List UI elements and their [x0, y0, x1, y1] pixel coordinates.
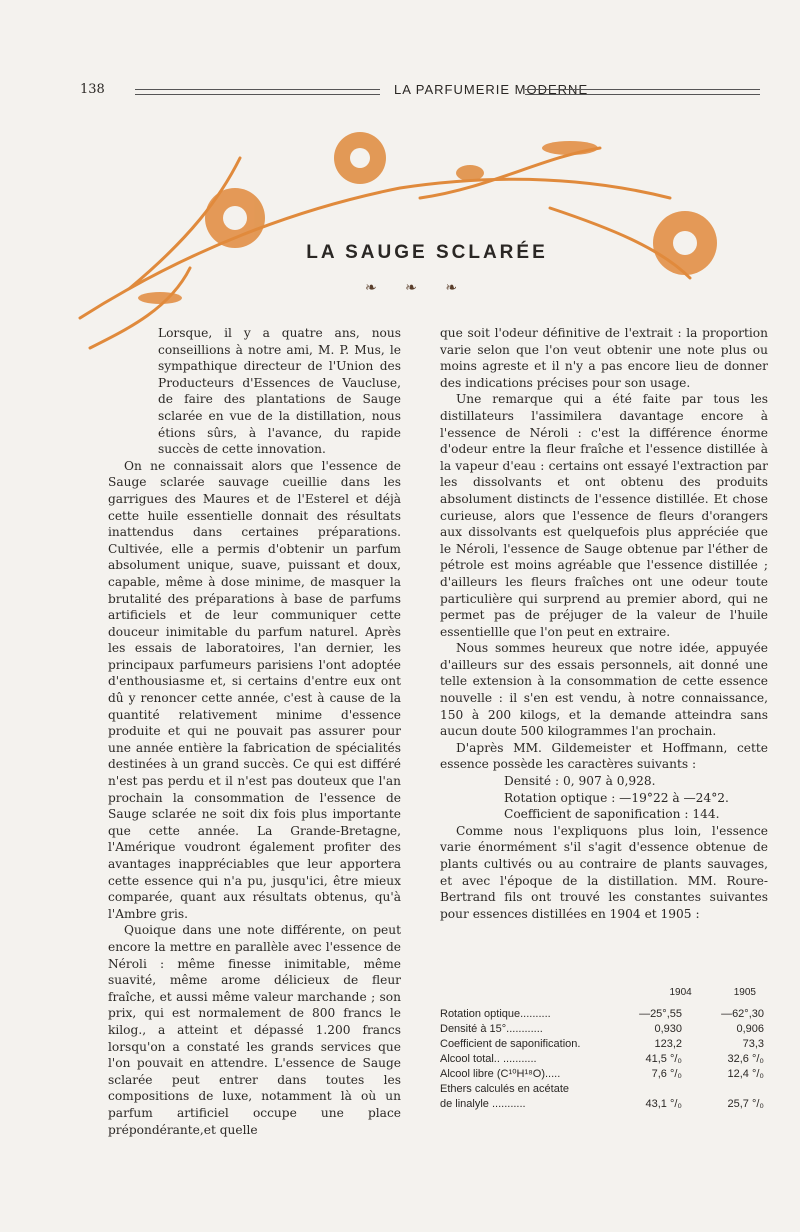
running-header — [80, 82, 760, 100]
floral-ornament — [70, 118, 740, 358]
cell-1905: 25,7 °/₀ — [727, 1098, 764, 1110]
table-row — [440, 1097, 770, 1112]
flower-bud — [456, 165, 484, 181]
cell-1904: 41,5 °/₀ — [645, 1053, 682, 1065]
spec-line: Coefficient de saponification : 144. — [504, 807, 720, 822]
cell-1905: 73,3 — [742, 1038, 764, 1050]
cell-1905: 12,4 °/₀ — [727, 1068, 764, 1080]
leaf-top — [542, 141, 598, 155]
left-column — [108, 325, 401, 1138]
header-rule-right — [525, 89, 760, 95]
cell-1904: 0,930 — [654, 1023, 682, 1035]
table-header — [440, 987, 770, 1007]
column-header: 1905 — [733, 987, 756, 998]
table-row — [440, 1007, 770, 1022]
spec-line: Rotation optique : —19°22 à —24°2. — [504, 790, 729, 805]
column-header: 1904 — [669, 987, 692, 998]
row-label: Alcool libre (C¹⁰H¹⁸O)..... — [440, 1068, 561, 1080]
ornament-stem-top — [420, 148, 600, 198]
paragraph: On ne connaissait alors que l'essence de Sauge sclarée sauvage cueillie dans les garrigues des Maures et de l'Esterel et déjà cette huile essentielle donnait des résultats inattendus dans certaines préparations. Cultivée, elle a permis d'obtenir un parfum absolument unique, suave, puissant et doux, capable, même à dose minime, de masquer la brutalité des préparations à base de parfums artificiels et de leur communiquer cette douceur inimitable du parfum naturel. Après les essais de laboratoires, l'an dernier, les principaux parfumeurs parisiens l'ont adoptée d'enthousiasme et, si certains d'entre eux ont dû y renoncer cette année, c'est à cause de la quantité relativement minime d'essence produite et qui ne pouvait pas assurer pour une année entière la fabrication de spécialités destinées à un grand succès. Ce qui est différé n'est pas perdu et il n'est pas douteux que l'an prochain la consommation de l'essence de Sauge sclarée ne soit dix fois plus importante que cette année. La Grande-Bretagne, l'Amérique voudront également profiter des avantages inappréciables que leur apportera cette essence qui n'a pu, jusqu'ici, être mieux comparée, quant aux résultats obtenus, qu'à l'Ambre gris. — [108, 458, 401, 921]
paragraph: Quoique dans une note différente, on peut encore la mettre en parallèle avec l'essence de Néroli : même finesse inimitable, même suavité, même arome délicieux de fleur fraîche, et aussi même valeur marchande ; son prix, qui est normalement de 800 francs le kilog., a atteint et dépassé 1.200 francs lorsqu'on a constaté les grands services que l'on pouvait en attendre. L'essence de Sauge sclarée peut entrer dans toutes les compositions de luxe, notamment là où un parfum artificiel occupe une place prépondérante,et quelle — [108, 923, 401, 1137]
fleuron-ornaments: ❧ ❧ ❧ — [364, 280, 470, 296]
journal-title: LA PARFUMERIE MODERNE — [394, 82, 589, 97]
row-label: Alcool total.. ........... — [440, 1053, 537, 1065]
row-label: de linalyle ........... — [440, 1098, 526, 1110]
leaf-left — [138, 292, 182, 304]
paragraph: Comme nous l'expliquons plus loin, l'essence varie énormément s'il s'agit d'essence obtenue de plants cultivés ou au contraire de plants sauvages, et avec l'époque de la distillation. MM. Roure-Bertrand fils ont trouvé les constantes suivantes pour essences distillées en 1904 et 1905 : — [440, 823, 768, 921]
cell-1904 — [600, 1082, 682, 1097]
row-label: Ethers calculés en acétate — [440, 1083, 570, 1095]
spec-line: Densité : 0, 907 à 0,928. — [504, 774, 656, 789]
paragraph: Nous sommes heureux que notre idée, appuyée d'ailleurs sur des essais personnels, ait donné une telle extension à la consommation de cette essence nouvelle : il s'en est vendu, à notre connaissance, 150 à 200 kilogs, et la demande atteindra sans aucun doute 500 kilogrammes l'an prochain. — [440, 641, 768, 739]
paragraph: Une remarque qui a été faite par tous les distillateurs l'assimilera davantage encore à l'essence de Néroli : c'est la différence énorme d'odeur entre la fleur fraîche et l'essence distillée à la vapeur d'eau : certains ont essayé l'extraction par les dissolvants et ont obtenu des produits absolument distincts de l'essence distillée. Et chose curieuse, alors que l'essence de fleurs d'orangers aux dissolvants est quelquefois plus appréciée que le Néroli, l'essence de Sauge obtenue par l'éther de pétrole est moins agréable que l'essence distillée ; d'ailleurs les fleurs fraîches ont une odeur toute particulière qui surprend au premier abord, qui ne permet pas de préjuger de la valeur de l'huile essentiellle que l'on peut en extraire. — [440, 392, 768, 639]
cell-1904: 43,1 °/₀ — [645, 1098, 682, 1110]
flower-center-mid — [350, 148, 370, 168]
cell-1905: —62°,30 — [721, 1008, 764, 1020]
cell-1904: 123,2 — [654, 1038, 682, 1050]
header-rule-left — [135, 89, 380, 95]
row-label: Coefficient de saponification. — [440, 1038, 581, 1050]
cell-1905 — [682, 1082, 764, 1097]
page-number: 138 — [80, 82, 105, 97]
cell-1904: 7,6 °/₀ — [651, 1068, 682, 1080]
flower-center-left — [223, 206, 247, 230]
article-title: LA SAUGE SCLARÉE — [306, 242, 548, 263]
table-row — [440, 1022, 770, 1037]
table-row — [440, 1082, 770, 1097]
paragraph: que soit l'odeur définitive de l'extrait : la proportion varie selon que l'on veut obtenir une note plus ou moins agreste et il n'y a pas encore lieu de donner des indications précises pour son usage. — [440, 326, 768, 390]
table-row — [440, 1052, 770, 1067]
right-column — [440, 325, 768, 922]
row-label: Densité à 15°............ — [440, 1023, 543, 1035]
table-row — [440, 1067, 770, 1082]
cell-1905: 32,6 °/₀ — [727, 1053, 764, 1065]
constants-table — [440, 987, 770, 1112]
paragraph: D'après MM. Gildemeister et Hoffmann, cette essence possède les caractères suivants : — [440, 740, 768, 772]
paragraph: Lorsque, il y a quatre ans, nous conseillions à notre ami, M. P. Mus, le sympathique directeur de l'Union des Producteurs d'Essences de Vaucluse, de faire des plantations de Sauge sclarée en vue de la distillation, nous étions sûrs, à l'avance, du rapide succès de cette innovation. — [158, 326, 401, 457]
flower-center-right — [673, 231, 697, 255]
cell-1904: —25°,55 — [639, 1008, 682, 1020]
row-label: Rotation optique.......... — [440, 1008, 551, 1020]
table-row — [440, 1037, 770, 1052]
cell-1905: 0,906 — [736, 1023, 764, 1035]
